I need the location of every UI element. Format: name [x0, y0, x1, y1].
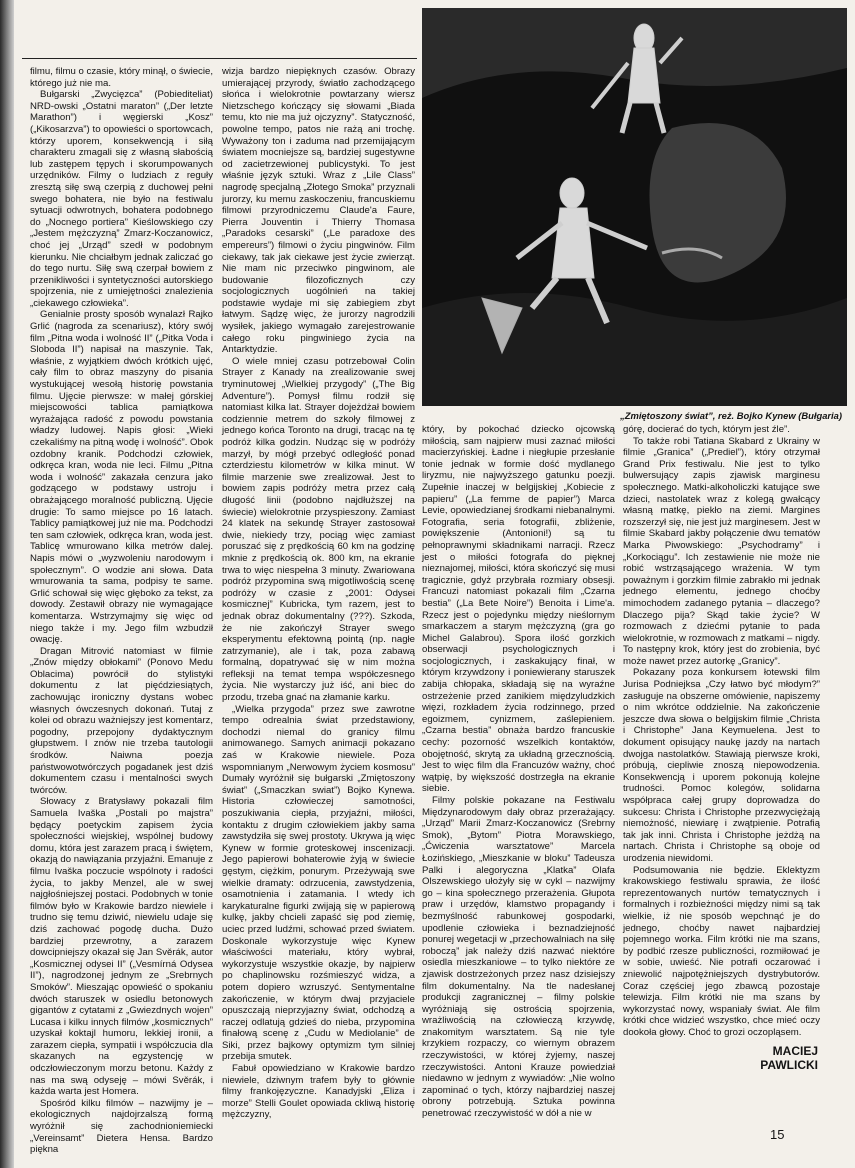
column-3	[422, 424, 615, 1120]
col2-paragraph-3: „Wielka przygoda” przez swe zawrotne tempo odrealnia świat przedstawiony, dochodzi niemal do granicy filmu animowanego. Samych animacji pokazano zaś w Krakowie niewiele. Poza wspomnianym „Nerwowym życiem kosmosu” Dumały wyróżnił się bułgarski „Zmiętoszony świat” („Smaczkan swiat”) Bojko Kynewa. Historia człowieczej samotności, poszukiwania ciepła, przyjaźni, miłości, kontaktu z drugim człowiekiem jakby sama zawstydziła się swej prostoty. Ukrywa ją więc Kynew w formie groteskowej inscenizacji. Jego papierowi bohaterowie żyją w świecie gęstym, ciężkim, ponurym. Przeżywają swe wielkie dramaty: odrzucenia, zawstydzenia, osamotnienia i zatamania. I wtedy ich karykaturalne figurki zwijają się w papierową kulkę, jakby chcieli zapaść się pod ziemię, uciec przed ludźmi, schować przed światem. Doskonale wykorzystuje więc Kynew właściwości materiału, który wybrał, wykorzystuje wszystkie okazje, by najpierw po chaplinowsku rozśmieszyć widza, a potem dopiero wzruszyć. Sentymentalne zakończenie, w którym dwaj przyjaciele opuszczają nieprzyjazny świat, odchodzą a raczej odlatują gdzieś do nieba, przypomina finałową scenę z „Cudu w Mediolanie” de Siki, przez bajkowy optymizm tym silniej przebija smutek.	[222, 703, 415, 1063]
top-rule	[22, 58, 417, 59]
col4-paragraph-4: Podsumowania nie będzie. Eklektyzm krakowskiego festiwalu sprawia, że ilość reprezentowanych nurtów tematycznych i formalnych i rozbieżności między nimi są tak wielkie, iż nie sposób wepchnąć je do jednego, choćby nawet najbardziej pojemnego worka. Film krótki nie ma szans, by podbić rzesze publiczności, rozmiłować je w sobie, uwieść. Nie potrafi oczarować i zniewolić najpotężniejszych dystrybutorów. Coraz częściej jego zbawcą pozostaje telewizja. Film krótki nie ma szans by wykorzystać nowy, wspaniały świat. Ale film krótki chce widzieć wszystko, chce mieć oczy dookoła głowy. Choć to grozi oczopląsem.	[623, 864, 820, 1038]
col3-paragraph-2: Filmy polskie pokazane na Festiwalu Międzynarodowym dały obraz przerażający. „Urząd” Marii Zmarz-Koczanowicz (Srebrny Smok), „Bytom” Piotra Morawskiego, „Ćwiczenia warsztatowe” Marcela Łozińskiego, „Mieszkanie w bloku” Tadeusza Palki i alegoryczna „Klatka” Olafa Olszewskiego ułożyły się w cykl – nazwijmy go – kina społecznego przerażenia. Głupota praw i urzędów, klamstwo propagandy i bezmyślność rabunkowej gospodarki, upodlenie człowieka i beznadziejność ponurej wegetacji w „przechowalniach na siłę roboczą” jak należy dziś nazwać niektóre osiedla mieszkaniowe – to tylko niektóre ze zjawisk dostrzeżonych przez nasz dzisiejszy film dokumentalny. Na tle nadesłanej produkcji zagranicznej – filmy polskie wyróżniają się ostrością spojrzenia, wrażliwością na człowieczą krzywdę, znakomitym warsztatem. Są nie tyle krzykiem rozpaczy, co wiernym obrazem rzeczywistości, w której żyjemy, naszej rzeczywistości. Antoni Krauze powiedział niedawno w jednym z wywiadów: „Nie wolno zapominać o tych, którzy najbardziej naszej obrony potrzebują. Sztuka powinna penetrować rzeczywistość w dół a nie w	[422, 795, 615, 1120]
col1-paragraph-4: Dragan Mitrović natomiast w filmie „Znów między obłokami” (Ponovo Medu Oblacima) powrócił do stylistyki dokumentu z lat pięćdziesiątych, zachowując ironiczny dystans wobec własnych ówczesnych dokonań. Tutaj z kolei od obrazu ważniejszy jest komentarz, pogodny, przepojony dydaktycznym głupstwem. I znów nie trzeba tautologii środków. Naiwna poezja państwowotwórczych pogadanek jest dziś dokumentem czasu i mentalności swych twórców.	[30, 645, 213, 796]
col4-paragraph-1: górę, docierać do tych, którym jest źle”.	[623, 424, 790, 435]
col1-paragraph-2: Bułgarski „Zwycięzca” (Pobiediteliat) NRD-owski „Ostatni maraton” („Der letzte Marathon”) i węgierski „Kosz” („Kikosarzva”) to opowieści o sportowcach, którzy uporem, konsekwencją i siłą charakteru zmagali się z własną słabością lub zastępem tępych i skorumpowanych urzędników. Filmy o ludziach z reguły zresztą siłę swą czerpią z duchowej pełni swego bohatera, nie było na festiwalu sytuacji odwrotnych, bohatera podobnego do „Nocnego portiera” Kieślowskiego czy „Jestem mężczyzną” Zmarz-Koczanowicz, choć jej „Urząd” szedł w podobnym kierunku. Nie chciałbym jednak zaliczać go do tego nurtu. Siłę swą czerpał bowiem z przenikliwości i syntetyczności autorskiego spojrzenia, nie z umiejętności znalezienia „ciekawego człowieka”.	[30, 89, 213, 309]
col4-paragraph-3: Pokazany poza konkursem łotewski film Jurisa Podniejksa „Czy łatwo być młodym?” zasługuje na obszerne omówienie, napiszemy o nim wkrótce oddzielnie. Na zakończenie jeszcze dwa słowa o belgijskim filmie „Christa i Christophe” Jana Keymuelena. Jest to dokument opisujący naukę jazdy na nartach dwojga nastolatków. Stawiają pierwsze kroki, próbują, ciepliwie znoszą niepowodzenia. Konsekwencją i uporem pokonują kolejne trudności. Pomoc kolegów, solidarna współpraca całej grupy doprowadza do sukcesu: Christa i Christophe przezwyciężają niemożność, niewiarę i zwątpienie. Potrafią tak jak inni. Christa i Christophe jeżdżą na nartach. Christa i Christophe są oboje od urodzenia niewidomi.	[623, 667, 820, 864]
author-signature	[700, 1044, 818, 1072]
col1-paragraph-3: Genialnie prosty sposób wynalazł Rajko Grlić (nagroda za scenariusz), który swój film „Pitna woda i wolność II” („Pitka Voda i Sloboda II”) napisał na maszynie. Tak, właśnie, z wyjątkiem dwóch krótkich ujęć, cały film to obraz maszyny do pisania wystukującej wesołą historię powstania filmu. Ujęcie pierwsze: w małej górskiej miejscowości tablica pamiątkowa wyrażająca radość z powodu powstania władzy ludowej. Napis głosi: „Wieki czekaliśmy na pitną wodę i wolność”. Obok ozdobny kranik. Podchodzi człowiek, odkręca kran, woda nie leci. Filmu „Pitna woda i wolność” zakazała cenzura jako godzącego w podstawy ustroju i obrażającego moralność publiczną. Ujęcie drugie: To samo miejsce po 16 latach. Tablicy pamiątkowej już nie ma. Podchodzi ten sam człowiek, odkręca kran, woda jest. Tablicę wmurowano kilka metrów dalej. Napis mówi o „wyzwoleniu narodowym i społecznym”. O wodzie ani słowa. Data wmurowania ta sama, podpisy te same. Grlić schował się więc głęboko za tekst, za dowody. Zestawił obrazy nie wymagające komentarza. Wstrzymajmy się więc od niego także i my. Jego film wzbudził owację.	[30, 309, 213, 646]
col1-paragraph-6: Spośród kilku filmów – nazwijmy je – ekologicznych najdojrzalszą formą wyróżnił się zachodnioniemiecki „Vereinsamt” Dietera Hensa. Bardzo piękna	[30, 1097, 213, 1156]
author-last-name: PAWLICKI	[760, 1058, 818, 1072]
author-first-name: MACIEJ	[772, 1044, 818, 1058]
column-1	[30, 66, 213, 1156]
column-4	[623, 424, 820, 1036]
col2-paragraph-2: O wiele mniej czasu potrzebował Colin Strayer z Kanady na zrealizowanie swej tryminutowej „Wielkiej przygody” („The Big Adventure”). Pomysł filmu rodził się natomiast kilka lat. Strayer dojeżdżał bowiem codziennie metrem do szkoły filmowej z jednego końca Toronto na drugi, tracąc na tę podróż kilka godzin. Nudząc się w podróży marzył, by mógł przebyć odległość ponad czterdziestu kilometrów w kilka minut. W filmie marzenie swe zrealizował. Jest to bowiem zapis podróży metra przez całą długość linii (podobno najdłuższej na świecie) wielokrotnie przyspieszony. Zamiast 24 klatek na sekundę Strayer zastosował dwie, niekiedy trzy, pociąg więc zamiast poruszać się z prędkością 60 km na godzinę mknie z prędkością ok. 800 km, na ekranie trwa to więc niespełna 3 minuty. Zwariowana podróż przypomina swą migotliwością scenę podróży w czasie z „2001: Odysei kosmicznej” Kubricka, tym razem, jest to jednak obraz dokumentalny (???). Szkoda, że nie zakończył Strayer swego eksperymentu efektowną pointą (np. nagłe zatrzymanie), ale i tak, poza zabawą formalną, dopatrywać się w nim można refleksji na temat tempa współczesnego życia. Nie wystarczy już iść, ani biec do przodu, trzeba gnać na złamanie karku.	[222, 355, 415, 704]
film-still-photo	[422, 8, 847, 406]
col2-paragraph-1: wizja bardzo niepięknych czasów. Obrazy umierającej przyrody, światło zachodzącego słońca i wielokrotnie powtarzany wiersz Nietzschego kończący się słowami „Biada temu, kto nie ma już ojczyzny”. Statyczność, powolne tempo, patos nie rażą ani trochę. Wyważony ton i zaduma nad przemijającym światem mocniejsze są, bardziej sugestywne od zacietrzewionej publicystyki. To jest właśnie język sztuki. Wraz z „Lile Class” nagrodę specjalną „Złotego Smoka” przyznali jurorzy, ku memu zaskoczeniu, francuskiemu filmowi przyrodniczemu Claude'a Faure, Pierra Jouventin i Thierry Thomasa „Paradoks cesarski” („Le paradoxe des empereurs”) filmowi o życiu pingwinów. Film ciekawy, tak jak ciekawe jest życie zwierząt. Nie mam nic przeciwko pingwinom, ale budowanie filozoficznych czy socjologicznych uogólnień na takiej podstawie wydaje mi się zabiegiem zbyt łatwym. Sądzę więc, że jurorzy nagrodzili wysiłek, jakiego wymagało zarejestrowanie całego roku pingwiniego życia na Antarktydzie.	[222, 66, 415, 356]
film-still-illustration	[422, 8, 847, 406]
page-number: 15	[770, 1127, 785, 1142]
page-binding-shadow	[0, 0, 14, 1168]
col1-paragraph-1: filmu, filmu o czasie, który minął, o świecie, którego już nie ma.	[30, 66, 213, 89]
col2-paragraph-4: Fabuł opowiedziano w Krakowie bardzo niewiele, dziwnym trafem były to głównie filmy frankojęzyczne. Kanadyjski „Eliza i morze” Stelli Goulet opowiada ckliwą historię mężczyzny,	[222, 1063, 415, 1121]
column-2	[222, 66, 415, 1126]
col3-paragraph-1: który, by pokochać dziecko ojcowską miłością, sam najpierw musi zaznać miłości macierzyńskiej. Ładne i niegłupie przesłanie tonie jednak w formie dość mydlanego liryzmu, nie najwyższego gatunku poezji. Zupełnie inaczej w belgijskiej „Kobiecie z papieru” („La femme de papier”) Marca Levie, opowiedzianej środkami niebanalnymi. Fotografia, seria fotografii, zbliżenie, powiększenie (Antonioni!) są tu pełnoprawnymi składnikami narracji. Rzecz jest o miłości fotografa do pięknej nieznajomej, miłości, która skończyć się musi tragicznie, gdyż przybrała rozmiary obsesji. Francuzi natomiast pokazali film „Czarna bestia” („La Bete Noire”) Benoita i Lime'a. Rzecz jest o pojedynku między nieślornym smarkaczem a starym mężczyzną (gra go Michel Galabrou). Spora ilość gorzkich obserwacji psychologicznych i socjologicznych, i zaskakujący finał, w którym krzywdzony i poniewierany staruszek zabija chłopaka, składają się na wyraźne ostrzeżenie przed zanikiem międzyludzkich więzi, rozkładem życia rodzinnego, przed egoizmem, cynizmem, zaślepieniem. „Czarna bestia” obnaża bardzo francuskie cechy: pozorność wszelkich kontaktów, obojętność, skrytą za układną grzecznością. Jest to więc film dla Francuzów ważny, choć wątpię, by większość dostrzegła na ekranie siebie.	[422, 424, 615, 795]
col4-paragraph-2: To także robi Tatiana Skabard z Ukrainy w filmie „Granica” („Prediel”), który otrzymał Grand Prix festiwalu. Nie jest to tylko bulwersujący zapis zjawisk marginesu społecznego. Matki-alkoholiczki katujące swe dzieci, nastolatek wraz z kolegą gwałcący własną matkę, piekło na ziemi. Margines rozszerzył się, nie jest już marginesem. Jest w filmie Skabard jakby połączenie dwu tematów Marka Piwowskiego: „Psychodramy” i „Korkociągu”. Ich zestawienie nie może nie robić wstrząsającego wrażenia. W tym poważnym i gorzkim filmie zabrakło mi jednak jednego elementu, jednego choćby mimochodem zadanego pytania – dlaczego? Dlaczego pija? Skąd takie życie? W rozmowach z dziećmi pytanie to pada wielokrotnie, w rozmowach z matkami – nigdy. To następny krok, który jest do zrobienia, być może nawet przez autorkę „Granicy”.	[623, 435, 820, 667]
col1-paragraph-5: Słowacy z Bratysławy pokazali film Samuela Ivaška „Postali po majstra” będący poetyckim zapisem życia społeczności wiejskiej, wspólnej budowy domu, która jest zarazem pracą i świętem, okazją do nawiązania przyjaźni. Emanuje z filmu Ivaška poczucie wspólnoty i radości życia, to jakby Menzel, ale w swej najgłośniejszej postaci. Podobnych w tonie filmów było w Krakowie bardzo niewiele i trudno się temu dziwić, niewielu udaje się dziś zachować pogodę ducha. Dużo bardziej przewrotny, a zarazem dowcipniejszy okazał się Jan Svěrák, autor „Kosmicznej odysei II” („Vesmírná Odysea II”), nagrodzonej jednym ze „Srebrnych Smoków”. Mieszając opowieść o spokaniu dwóch staruszek w osiedlu betonowych gigantów z cytatami z „Gwiezdnych wojen” Lucasa i kilku innych filmów „kosmicznych” uzyskał koktajl humoru, lekkiej ironii, a zarazem ciepła, sympatii i współczucia dla skazanych na egzystencję w odczłowieczonym morzu betonu. Każdy z nas ma swą odyseję – mówi Svěrák, i każda warta jest Homera.	[30, 796, 213, 1098]
photo-caption: „Zmiętoszony świat”, reż. Bojko Kynew (Bułgaria)	[620, 410, 842, 421]
